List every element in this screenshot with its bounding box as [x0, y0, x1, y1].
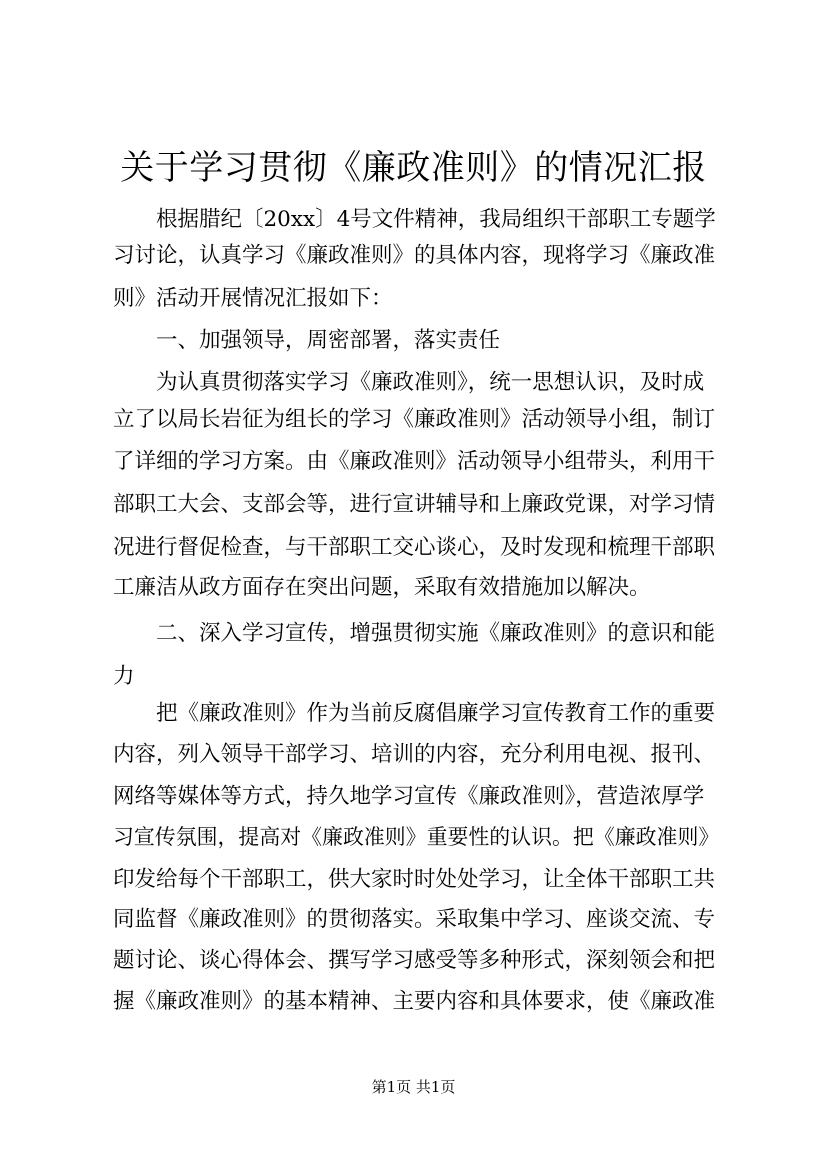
body-line: 网络等媒体等方式，持久地学习宣传《廉政准则》，营造浓厚学 [113, 784, 705, 809]
section-heading: 一、加强领导，周密部署，落实责任 [156, 328, 501, 353]
body-line: 了详细的学习方案。由《廉政准则》活动领导小组带头，利用干 [113, 449, 716, 474]
body-line: 况进行督促检查，与干部职工交心谈心，及时发现和梳理干部职 [113, 535, 716, 560]
page-footer: 第1页 共1页 [371, 1078, 456, 1096]
body-line: 部职工大会、支部会等，进行宣讲辅导和上廉政党课，对学习情 [113, 492, 716, 517]
body-line: 则》活动开展情况汇报如下： [113, 286, 393, 311]
body-line: 内容，列入领导干部学习、培训的内容，充分利用电视、报刊、 [113, 742, 716, 767]
section-heading: 二、深入学习宣传，增强贯彻实施《廉政准则》的意识和能 [156, 621, 716, 646]
body-line: 习讨论，认真学习《廉政准则》的具体内容，现将学习《廉政准 [113, 243, 716, 268]
body-line: 握《廉政准则》的基本精神、主要内容和具体要求，使《廉政准 [113, 989, 716, 1014]
body-line: 根据腊纪〔20xx〕4号文件精神，我局组织干部职工专题学 [156, 207, 716, 232]
body-line: 为认真贯彻落实学习《廉政准则》，统一思想认识，及时成 [156, 370, 705, 395]
body-line: 立了以局长岩征为组长的学习《廉政准则》活动领导小组，制订 [113, 407, 716, 432]
body-line: 把《廉政准则》作为当前反腐倡廉学习宣传教育工作的重要 [156, 701, 716, 726]
document-title: 关于学习贯彻《廉政准则》的情况汇报 [120, 148, 707, 188]
body-line: 印发给每个干部职工，供大家时时处处学习，让全体干部职工共 [113, 867, 716, 892]
body-line: 工廉洁从政方面存在突出问题，采取有效措施加以解决。 [113, 575, 651, 600]
body-line: 题讨论、谈心得体会、撰写学习感受等多种形式，深刻领会和把 [113, 948, 716, 973]
section-heading: 力 [113, 664, 135, 689]
body-line: 习宣传氛围，提高对《廉政准则》重要性的认识。把《廉政准则》 [113, 825, 720, 849]
body-line: 同监督《廉政准则》的贯彻落实。采取集中学习、座谈交流、专 [113, 907, 716, 932]
